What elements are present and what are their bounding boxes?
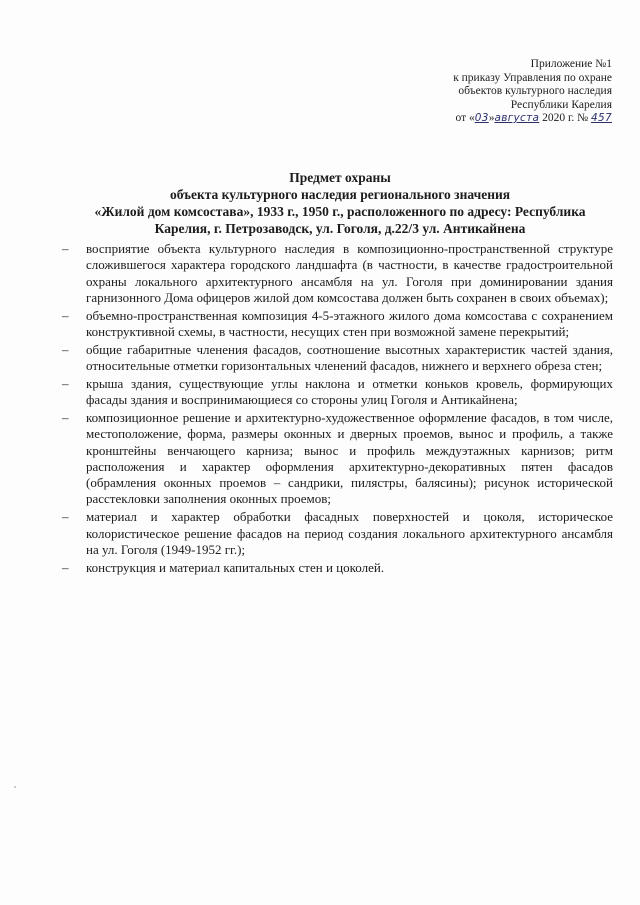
title-line-4: Карелия, г. Петрозаводск, ул. Гоголя, д.22/3 ул. Антикайнена [154,221,526,236]
appendix-header [312,58,612,126]
list-item [62,341,613,375]
list-marker: – [62,341,69,357]
list-item-text: композиционное решение и архитектурно-художественное оформление фасадов, в том числе, местоположение, форма, размеры оконных и дверных проемов, вынос и профиль, а также кронштейны венчающего карниза; вынос и профиль междуэтажных карнизов; ритм расположения и характер оформления архитектурно-декоративных пятен фасадов (обрамления оконных проемов – сандрики, пилястры, балясины); рисунок исторической расстекловки заполнения оконных проемов; [86,409,613,507]
list-item-text: общие габаритные членения фасадов, соотношение высотных характеристик частей здания, относительные отметки горизонтальных членений фасадов, нижнего и верхнего обреза стен; [86,341,613,374]
appendix-line-2: к приказу Управления по охране [453,71,612,84]
list-marker: – [62,307,69,323]
list-marker: – [62,241,69,256]
list-item-text: материал и характер обработки фасадных поверхностей и цоколя, историческое колористическое решение фасадов на период создания локального архитектурного ансамбля на ул. Гоголя (1949-1952 гг.); [86,509,613,557]
list-marker: – [62,509,69,525]
list-item [62,559,613,576]
list-item-text: крыша здания, существующие углы наклона и отметки коньков кровель, формирующих фасады здания и воспринимающиеся со стороны улиц Гоголя и Антикайнена; [86,375,613,408]
list-item [62,509,613,558]
handwritten-number: 457 [591,112,612,124]
list-item-text: конструкция и материал капитальных стен и цоколей. [86,559,385,575]
list-item-text: восприятие объекта культурного наследия в композиционно-пространственной структуре сложившегося характера городского ландшафта (в частности, в качестве градостроительной охраны локального архитектурного ансамбля на ул. Гоголя при доминировании здания гарнизонного Дома офицеров жилой дом комсостава должен быть сохранен в своих объемах); [86,241,613,305]
list-item [62,409,613,508]
appendix-line-3: объектов культурного наследия [458,85,612,97]
title-line-3: «Жилой дом комсостава», 1933 г., 1950 г., расположенного по адресу: Республика [94,204,586,219]
date-prefix: от « [455,112,475,124]
protection-subject-list [62,241,613,577]
appendix-date-line [312,112,612,126]
list-marker: – [62,409,69,425]
title-line-2: объекта культурного наследия регионального значения [169,187,511,202]
list-item [62,241,613,306]
list-marker: – [62,375,69,391]
handwritten-day: 03 [474,112,489,124]
handwritten-month: августа [494,112,540,124]
appendix-line-1: Приложение №1 [530,58,612,70]
date-mid: » [488,112,495,124]
scan-speck [14,786,16,788]
list-item [62,307,613,341]
date-year: 2020 г. № [539,112,592,124]
list-item [62,375,613,409]
appendix-line-4: Республики Карелия [510,98,612,111]
list-item-text: объемно-пространственная композиция 4-5-этажного жилого дома комсостава с сохранением конструктивной схемы, в частности, несущих стен при возможной замене перекрытий; [86,307,613,339]
title-line-1: Предмет охраны [289,170,391,185]
list-marker: – [62,559,69,575]
document-title [60,169,620,237]
